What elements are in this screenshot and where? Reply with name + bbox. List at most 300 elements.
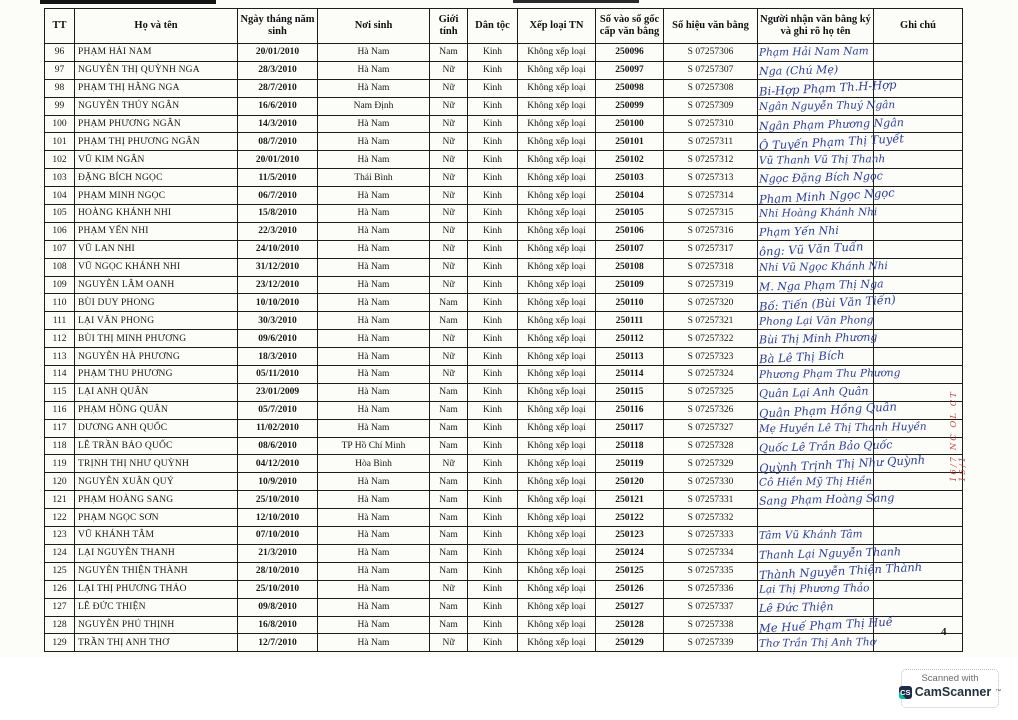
cell-serial: S 07257319 (664, 276, 758, 294)
cell-ethnic: Kinh (468, 79, 518, 97)
signature-handwriting: Bố: Tiến (Bùi Văn Tiến) (758, 292, 897, 314)
cell-pob: Hà Nam (318, 348, 430, 366)
cell-pob: Hà Nam (318, 44, 430, 62)
cell-gender: Nam (430, 419, 468, 437)
cell-pob: Hà Nam (318, 419, 430, 437)
table-row (45, 562, 963, 580)
cell-dob: 31/12/2010 (238, 258, 318, 276)
table-row (45, 61, 963, 79)
cell-name: LẠI NGUYỄN THANH (75, 544, 238, 562)
cell-pob: Hà Nam (318, 598, 430, 616)
signature-handwriting: Phạm Yến Nhi (758, 223, 839, 239)
signature-handwriting: Phương Phạm Thu Phương (758, 367, 901, 382)
cell-dob: 05/7/2010 (238, 401, 318, 419)
cell-pob: Hà Nam (318, 151, 430, 169)
cell-serial: S 07257335 (664, 562, 758, 580)
cell-note (874, 240, 963, 258)
signature-handwriting: Nhi Hoàng Khánh Nhi (758, 206, 878, 221)
cell-gender: Nam (430, 294, 468, 312)
cell-tt: 108 (45, 258, 75, 276)
cell-note (874, 580, 963, 598)
cell-name: LÊ ĐỨC THIỆN (75, 598, 238, 616)
cell-pob: Hà Nam (318, 580, 430, 598)
cell-dob: 05/11/2010 (238, 366, 318, 384)
cell-tt: 109 (45, 276, 75, 294)
cell-rank: Không xếp loại (518, 527, 596, 545)
cell-tt: 122 (45, 509, 75, 527)
table-row (45, 151, 963, 169)
cell-tt: 96 (45, 44, 75, 62)
cell-dob: 24/10/2010 (238, 240, 318, 258)
table-row (45, 294, 963, 312)
cell-name: PHẠM THỊ HẰNG NGA (75, 79, 238, 97)
cell-ethnic: Kinh (468, 383, 518, 401)
header-tt: TT (45, 9, 75, 44)
table-row (45, 276, 963, 294)
cell-rank: Không xếp loại (518, 115, 596, 133)
cell-ethnic: Kinh (468, 509, 518, 527)
cell-serial: S 07257323 (664, 348, 758, 366)
cell-tt: 120 (45, 473, 75, 491)
cell-reg: 250107 (596, 240, 664, 258)
cell-dob: 08/6/2010 (238, 437, 318, 455)
cell-gender: Nam (430, 527, 468, 545)
table-row (45, 491, 963, 509)
cell-gender: Nữ (430, 222, 468, 240)
table-row (45, 616, 963, 634)
cell-ethnic: Kinh (468, 527, 518, 545)
header-classification: Xếp loại TN (518, 9, 596, 44)
cell-signature (758, 452, 926, 476)
cell-dob: 12/10/2010 (238, 509, 318, 527)
cell-note (874, 222, 963, 240)
cell-pob: Nam Định (318, 97, 430, 115)
cell-reg: 250110 (596, 294, 664, 312)
cell-gender: Nữ (430, 169, 468, 187)
cell-name: NGUYỄN XUÂN QUÝ (75, 473, 238, 491)
cell-pob: Hà Nam (318, 79, 430, 97)
cell-name: PHẠM THU PHƯƠNG (75, 366, 238, 384)
signature-handwriting: Mẹ Huế Phạm Thị Huế (758, 614, 894, 636)
cell-reg: 250111 (596, 312, 664, 330)
cell-gender: Nam (430, 562, 468, 580)
cell-signature (758, 634, 877, 652)
table-row (45, 401, 963, 419)
cell-name: PHẠM NGỌC SƠN (75, 509, 238, 527)
cell-ethnic: Kinh (468, 97, 518, 115)
header-recipient-signature: Người nhận văn bằng ký và ghi rõ họ tên (758, 9, 874, 44)
cell-serial: S 07257315 (664, 205, 758, 223)
cell-ethnic: Kinh (468, 634, 518, 652)
cell-reg: 250115 (596, 383, 664, 401)
cell-signature (758, 491, 895, 509)
cell-rank: Không xếp loại (518, 348, 596, 366)
cell-tt: 101 (45, 133, 75, 151)
cell-gender: Nữ (430, 276, 468, 294)
cell-rank: Không xếp loại (518, 312, 596, 330)
header-registry-number: Số vào sổ gốc cấp văn bằng (596, 9, 664, 44)
cell-gender: Nữ (430, 151, 468, 169)
cell-name: PHẠM THỊ PHƯƠNG NGÂN (75, 133, 238, 151)
cell-rank: Không xếp loại (518, 205, 596, 223)
table-body (45, 44, 963, 652)
cell-serial: S 07257334 (664, 544, 758, 562)
cell-gender: Nam (430, 544, 468, 562)
table-row (45, 419, 963, 437)
cell-ethnic: Kinh (468, 562, 518, 580)
cell-dob: 10/10/2010 (238, 294, 318, 312)
cell-rank: Không xếp loại (518, 330, 596, 348)
cell-gender: Nam (430, 509, 468, 527)
cell-tt: 123 (45, 527, 75, 545)
table-row (45, 205, 963, 223)
cell-pob: Hà Nam (318, 115, 430, 133)
cell-gender: Nam (430, 616, 468, 634)
header-notes: Ghi chú (874, 9, 963, 44)
cell-signature (758, 44, 874, 62)
red-margin-note: 16/7 NC OL CT 15/1 (949, 390, 968, 482)
camscanner-icon: CS (899, 686, 912, 699)
cell-name: PHẠM HỒNG QUÂN (75, 401, 238, 419)
cell-rank: Không xếp loại (518, 61, 596, 79)
cell-gender: Nữ (430, 258, 468, 276)
cell-reg: 250112 (596, 330, 664, 348)
table-row (45, 312, 963, 330)
cell-serial: S 07257329 (664, 455, 758, 473)
cell-reg: 250124 (596, 544, 664, 562)
signature-handwriting: ông: Vũ Văn Tuấn (758, 239, 864, 259)
cell-dob: 16/6/2010 (238, 97, 318, 115)
cell-tt: 112 (45, 330, 75, 348)
cell-pob: Hà Nam (318, 491, 430, 509)
cell-dob: 28/7/2010 (238, 79, 318, 97)
cell-pob: Hà Nam (318, 240, 430, 258)
cell-ethnic: Kinh (468, 151, 518, 169)
cell-pob: Hòa Bình (318, 455, 430, 473)
cell-rank: Không xếp loại (518, 258, 596, 276)
cell-rank: Không xếp loại (518, 401, 596, 419)
signature-handwriting: Phạm Minh Ngọc Ngọc (758, 185, 895, 207)
cell-gender: Nữ (430, 240, 468, 258)
cell-ethnic: Kinh (468, 455, 518, 473)
cell-signature (758, 348, 874, 366)
cell-tt: 124 (45, 544, 75, 562)
cell-tt: 110 (45, 294, 75, 312)
cell-dob: 16/8/2010 (238, 616, 318, 634)
cell-dob: 20/01/2010 (238, 151, 318, 169)
cell-reg: 250125 (596, 562, 664, 580)
table-row (45, 258, 963, 276)
cell-tt: 107 (45, 240, 75, 258)
cell-dob: 15/8/2010 (238, 205, 318, 223)
table-row (45, 222, 963, 240)
cell-signature (758, 185, 895, 207)
cell-rank: Không xếp loại (518, 473, 596, 491)
cell-gender: Nam (430, 598, 468, 616)
cell-dob: 28/3/2010 (238, 61, 318, 79)
cell-serial: S 07257338 (664, 616, 758, 634)
cell-tt: 118 (45, 437, 75, 455)
cell-rank: Không xếp loại (518, 222, 596, 240)
table-row (45, 240, 963, 258)
cell-ethnic: Kinh (468, 401, 518, 419)
cell-name: TRỊNH THỊ NHƯ QUỲNH (75, 455, 238, 473)
cell-pob: Hà Nam (318, 222, 430, 240)
cell-name: NGUYỄN THIỆN THÀNH (75, 562, 238, 580)
cell-rank: Không xếp loại (518, 187, 596, 205)
cell-dob: 11/5/2010 (238, 169, 318, 187)
cell-rank: Không xếp loại (518, 491, 596, 509)
cell-dob: 12/7/2010 (238, 634, 318, 652)
cell-serial: S 07257337 (664, 598, 758, 616)
cell-rank: Không xếp loại (518, 383, 596, 401)
cell-gender: Nữ (430, 79, 468, 97)
cell-tt: 102 (45, 151, 75, 169)
cell-tt: 98 (45, 79, 75, 97)
signature-handwriting: Thanh Lại Nguyễn Thanh (758, 545, 902, 562)
cell-gender: Nữ (430, 366, 468, 384)
cell-dob: 23/01/2009 (238, 383, 318, 401)
cell-dob: 07/10/2010 (238, 527, 318, 545)
cell-note (874, 205, 963, 223)
cell-pob: Hà Nam (318, 258, 430, 276)
cell-serial: S 07257308 (664, 79, 758, 97)
signature-handwriting: Ngân Phạm Phương Ngân (758, 115, 905, 133)
cell-ethnic: Kinh (468, 205, 518, 223)
cell-tt: 100 (45, 115, 75, 133)
signature-handwriting: Lại Thị Phương Thảo (758, 582, 870, 596)
header-row (45, 9, 963, 44)
cell-name: ĐẶNG BÍCH NGỌC (75, 169, 238, 187)
cell-name: VŨ LAN NHI (75, 240, 238, 258)
cell-reg: 250109 (596, 276, 664, 294)
header-ethnicity: Dân tộc (468, 9, 518, 44)
cell-name: PHẠM MINH NGỌC (75, 187, 238, 205)
cell-name: NGUYỄN THÚY NGÂN (75, 97, 238, 115)
cell-signature (758, 366, 901, 384)
cell-name: PHẠM PHƯƠNG NGÂN (75, 115, 238, 133)
cell-pob: Hà Nam (318, 294, 430, 312)
cell-name: VŨ KIM NGÂN (75, 151, 238, 169)
table-row (45, 634, 963, 652)
cell-ethnic: Kinh (468, 437, 518, 455)
cell-reg: 250118 (596, 437, 664, 455)
cell-signature (758, 598, 874, 616)
cell-rank: Không xếp loại (518, 634, 596, 652)
cell-reg: 250098 (596, 79, 664, 97)
cell-name: PHẠM YẾN NHI (75, 222, 238, 240)
signature-handwriting: Quỳnh Trịnh Thị Như Quỳnh (758, 452, 926, 476)
cell-reg: 250099 (596, 97, 664, 115)
cell-serial: S 07257317 (664, 240, 758, 258)
cell-rank: Không xếp loại (518, 562, 596, 580)
cell-reg: 250108 (596, 258, 664, 276)
cell-rank: Không xếp loại (518, 419, 596, 437)
cell-tt: 113 (45, 348, 75, 366)
cell-pob: Hà Nam (318, 187, 430, 205)
scanned-with-label: Scanned with (921, 673, 979, 684)
cell-ethnic: Kinh (468, 348, 518, 366)
cell-gender: Nam (430, 383, 468, 401)
cell-serial: S 07257332 (664, 509, 758, 527)
cell-name: TRẦN THỊ ANH THƠ (75, 634, 238, 652)
cell-signature (758, 560, 923, 583)
header-date-of-birth: Ngày tháng năm sinh (238, 9, 318, 44)
cell-name: DƯƠNG ANH QUỐC (75, 419, 238, 437)
header-full-name: Họ và tên (75, 9, 238, 44)
signature-handwriting: Nga (Chú Mẹ) (758, 62, 839, 78)
signature-handwriting: Thành Nguyễn Thiện Thành (758, 560, 923, 583)
cell-name: BÙI DUY PHONG (75, 294, 238, 312)
cell-signature (758, 544, 902, 562)
cell-rank: Không xếp loại (518, 455, 596, 473)
cell-reg: 250104 (596, 187, 664, 205)
cell-tt: 97 (45, 61, 75, 79)
scan-artifact-top-center (513, 0, 639, 3)
cell-tt: 125 (45, 562, 75, 580)
cell-signature (758, 614, 894, 636)
cell-note (874, 312, 963, 330)
header-gender: Giới tính (430, 9, 468, 44)
camscanner-brand-row (900, 685, 1002, 699)
signature-handwriting: Ngân Nguyễn Thuý Ngân (758, 99, 896, 114)
cell-signature (758, 330, 878, 348)
cell-rank: Không xếp loại (518, 79, 596, 97)
cell-serial: S 07257320 (664, 294, 758, 312)
cell-dob: 25/10/2010 (238, 580, 318, 598)
cell-ethnic: Kinh (468, 187, 518, 205)
cell-ethnic: Kinh (468, 115, 518, 133)
table-row (45, 115, 963, 133)
cell-reg: 250105 (596, 205, 664, 223)
camscanner-brand-name: CamScanner (914, 685, 992, 699)
cell-name: NGUYỄN LÂM OANH (75, 276, 238, 294)
cell-serial: S 07257326 (664, 401, 758, 419)
cell-ethnic: Kinh (468, 598, 518, 616)
cell-name: VŨ KHÁNH TÂM (75, 527, 238, 545)
cell-dob: 10/9/2010 (238, 473, 318, 491)
cell-rank: Không xếp loại (518, 169, 596, 187)
table-header (45, 9, 963, 44)
cell-pob: Hà Nam (318, 205, 430, 223)
cell-signature (758, 399, 898, 421)
cell-name: PHẠM HẢI NAM (75, 44, 238, 62)
cell-dob: 14/3/2010 (238, 115, 318, 133)
cell-reg: 250100 (596, 115, 664, 133)
cell-note (874, 348, 963, 366)
signature-handwriting: Nhi Vũ Ngọc Khánh Nhi (758, 260, 888, 275)
cell-signature (758, 292, 897, 314)
cell-serial: S 07257312 (664, 151, 758, 169)
cell-rank: Không xếp loại (518, 616, 596, 634)
cell-note (874, 330, 963, 348)
table-row (45, 79, 963, 97)
signature-handwriting: Ngọc Đặng Bích Ngọc (758, 169, 883, 186)
page-number: 4 (941, 626, 947, 638)
cell-signature (758, 473, 874, 491)
cell-ethnic: Kinh (468, 133, 518, 151)
cell-serial: S 07257322 (664, 330, 758, 348)
cell-rank: Không xếp loại (518, 544, 596, 562)
cell-reg: 250123 (596, 527, 664, 545)
cell-ethnic: Kinh (468, 366, 518, 384)
cell-gender: Nữ (430, 455, 468, 473)
cell-note (874, 276, 963, 294)
table-row (45, 330, 963, 348)
cell-reg: 250096 (596, 44, 664, 62)
cell-gender: Nữ (430, 348, 468, 366)
table-row (45, 44, 963, 62)
cell-dob: 30/3/2010 (238, 312, 318, 330)
cell-pob: Hà Nam (318, 330, 430, 348)
cell-note (874, 509, 963, 527)
cell-tt: 119 (45, 455, 75, 473)
cell-rank: Không xếp loại (518, 240, 596, 258)
cell-rank: Không xếp loại (518, 437, 596, 455)
cell-ethnic: Kinh (468, 330, 518, 348)
cell-signature (758, 419, 927, 437)
cell-signature (758, 527, 874, 545)
cell-signature (758, 312, 874, 330)
cell-ethnic: Kinh (468, 580, 518, 598)
cell-ethnic: Kinh (468, 294, 518, 312)
cell-dob: 06/7/2010 (238, 187, 318, 205)
cell-ethnic: Kinh (468, 312, 518, 330)
cell-note (874, 151, 963, 169)
table-row (45, 133, 963, 151)
cell-ethnic: Kinh (468, 169, 518, 187)
cell-tt: 128 (45, 616, 75, 634)
cell-serial: S 07257310 (664, 115, 758, 133)
table-row (45, 366, 963, 384)
cell-rank: Không xếp loại (518, 366, 596, 384)
cell-reg: 250116 (596, 401, 664, 419)
cell-gender: Nữ (430, 115, 468, 133)
table-row (45, 187, 963, 205)
cell-signature (758, 115, 905, 133)
cell-name: LẠI VĂN PHONG (75, 312, 238, 330)
cell-note (874, 61, 963, 79)
signature-handwriting: Sang Phạm Hoàng Sang (758, 491, 895, 508)
cell-dob: 08/7/2010 (238, 133, 318, 151)
table-row (45, 527, 963, 545)
cell-dob: 23/12/2010 (238, 276, 318, 294)
cell-tt: 126 (45, 580, 75, 598)
signature-handwriting: Quân Phạm Hồng Quân (758, 399, 898, 421)
signature-handwriting: Lê Đức Thiện (758, 599, 834, 615)
cell-note (874, 527, 963, 545)
cell-serial: S 07257339 (664, 634, 758, 652)
cell-signature (758, 240, 874, 258)
cell-gender: Nữ (430, 634, 468, 652)
cell-note (874, 634, 963, 652)
cell-signature (758, 383, 874, 401)
cell-note (874, 169, 963, 187)
cell-rank: Không xếp loại (518, 44, 596, 62)
cell-ethnic: Kinh (468, 491, 518, 509)
cell-tt: 105 (45, 205, 75, 223)
cell-ethnic: Kinh (468, 544, 518, 562)
table-row (45, 455, 963, 473)
cell-dob: 20/01/2010 (238, 44, 318, 62)
cell-pob: Thái Bình (318, 169, 430, 187)
cell-gender: Nữ (430, 205, 468, 223)
signature-handwriting: Cô Hiền Mỹ Thị Hiền (758, 475, 873, 489)
signature-handwriting: Tâm Vũ Khánh Tâm (758, 528, 863, 543)
certificate-register-table (44, 8, 963, 652)
cell-pob: Hà Nam (318, 634, 430, 652)
cell-serial: S 07257313 (664, 169, 758, 187)
